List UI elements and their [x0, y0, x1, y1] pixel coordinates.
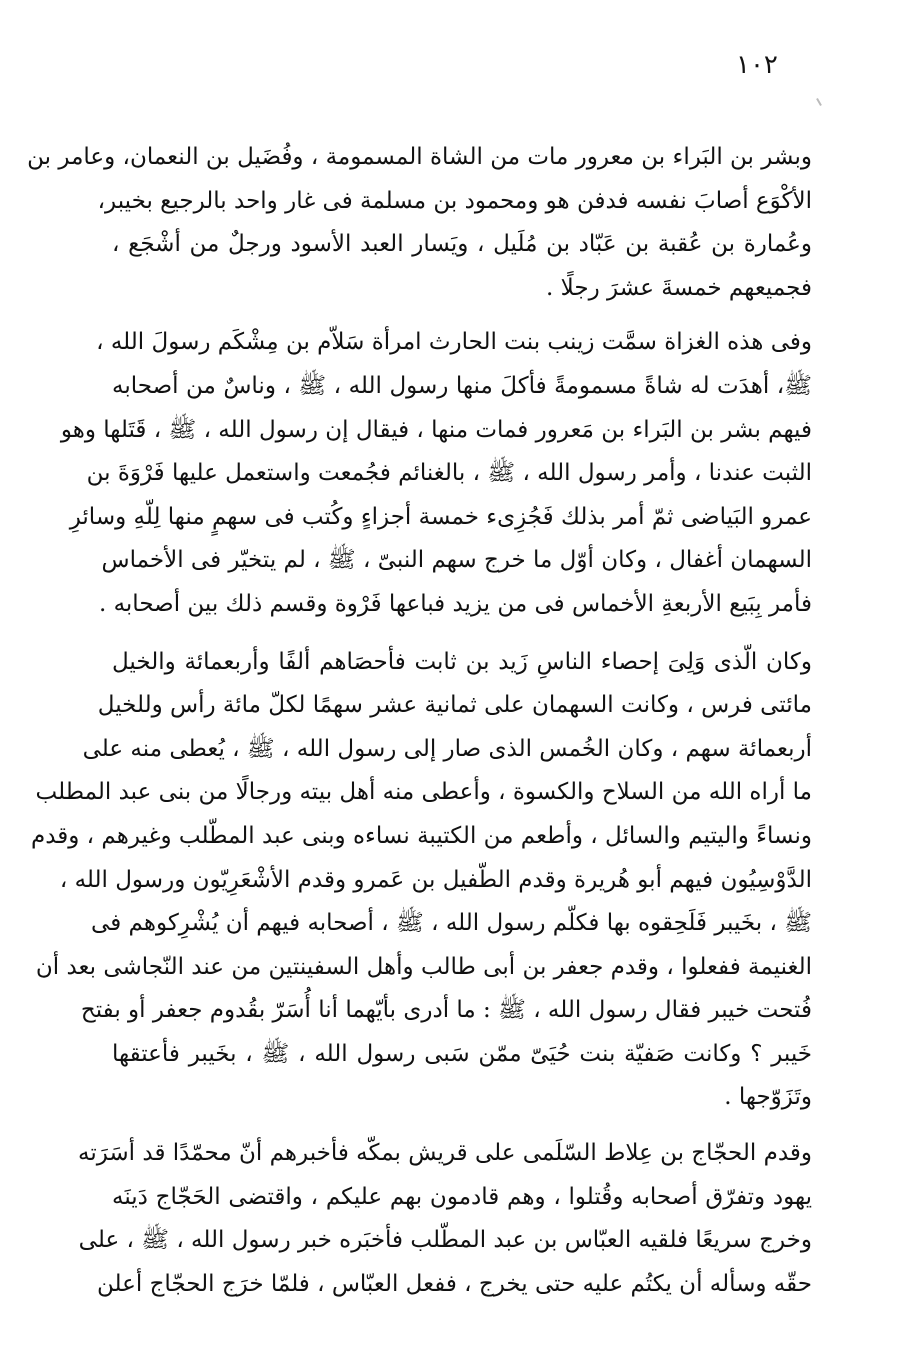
scan-mark	[816, 98, 822, 106]
paragraph-2	[60, 321, 812, 626]
text-line: وكان الّذى وَلِىَ إحصاء الناسِ زَيد بن ثابت فأحصَاهم ألفًا وأربعمائة والخيل	[112, 648, 812, 675]
page-number: ١٠٢	[736, 50, 778, 80]
text-line: فأمر بِبَيع الأربعةِ الأخماس فى من يزيد فباعها فَرْوة وقسم ذلك بين أصحابه .	[98, 590, 812, 617]
text-line: وبشر بن البَراء بن معرور مات من الشاة المسمومة ، وفُضَيل بن النعمان، وعامر بن	[27, 144, 812, 170]
text-line: الغنيمة ففعلوا ، وقدم جعفر بن أبى طالب وأهل السفينتين من عند النّجاشى بعد أن	[35, 953, 812, 980]
text-line: الأكْوَع أصابَ نفسه فدفن هو ومحمود بن مسلمة فى غار واحد بالرجيع بخيبر،	[97, 187, 812, 214]
text-line: ونساءً واليتيم والسائل ، وأطعم من الكتيبة نساءه وبنى عبد المطّلب وغيرهم ، وقدم	[30, 822, 812, 849]
text-line: السهمان أغفال ، وكان أوّل ما خرج سهم النبىّ ، ﷺ ، لم يتخيّر فى الأخماس	[101, 547, 812, 574]
text-line: فيهم بشر بن البَراء بن مَعرور فمات منها ، فيقال إن رسول الله ، ﷺ ، قَتَلها وهو	[60, 416, 812, 443]
text-line: يهود وتفرّق أصحابه وقُتلوا ، وهم قادمون بهم عليكم ، واقتضى الحَجّاج دَينَه	[112, 1183, 812, 1210]
paragraph-4	[77, 1132, 812, 1306]
text-line: وخرج سريعًا فلقيه العبّاس بن عبد المطّلب فأخبَره خبر رسول الله ، ﷺ ، على	[78, 1227, 812, 1254]
text-line: ﷺ، أهدَت له شاةً مسمومةً فأكلَ منها رسول الله ، ﷺ ، وناسٌ من أصحابه	[112, 372, 812, 399]
text-line: فجميعهم خمسةَ عشرَ رجلًا .	[546, 274, 812, 301]
text-line: وعُمارة بن عُقبة بن عَبّاد بن مُلَيل ، ويَسار العبد الأسود ورجلٌ من أشْجَع ،	[112, 231, 812, 258]
text-line: مائتى فرس ، وكانت السهمان على ثمانية عشر سهمًا لكلّ مائة رأس وللخيل	[97, 692, 812, 719]
text-line: حقّه وسأله أن يكتُم عليه حتى يخرج ، ففعل العبّاس ، فلمّا خرَج الحجّاج أعلن	[97, 1270, 812, 1297]
body-text	[27, 136, 812, 1306]
text-line: ما أراه الله من السلاح والكسوة ، وأعطى منه أهل بيته ورجالًا من بنى عبد المطلب	[35, 779, 812, 806]
text-line: الثبت عندنا ، وأمر رسول الله ، ﷺ ، بالغنائم فجُمعت واستعمل عليها فَرْوَةَ بن	[86, 460, 812, 487]
text-line: عمرو البَياضى ثمّ أمر بذلك فَجُزِىء خمسة أجزاءٍ وكُتب فى سهمٍ منها لِلّهِ وسائرِ	[69, 503, 812, 530]
text-line: ﷺ ، بخَيبر فَلَحِقوه بها فكلّم رسول الله ، ﷺ ، أصحابه فيهم أن يُشْرِكوهم فى	[91, 910, 812, 937]
text-line: خَيبر ؟ وكانت صَفيّة بنت حُيَىّ ممّن سَبى رسول الله ، ﷺ ، بخَيبر فأعتقها	[112, 1040, 812, 1067]
paragraph-1	[27, 136, 812, 310]
text-line: أربعمائة سهم ، وكان الخُمس الذى صار إلى رسول الله ، ﷺ ، يُعطى منه على	[82, 735, 812, 762]
paragraph-3	[30, 641, 812, 1121]
text-line: وقدم الحجّاج بن عِلاط السّلَمى على قريش بمكّه فأخبرهم أنّ محمّدًا قد أسَرَته	[77, 1140, 812, 1167]
text-line: فُتحت خيبر فقال رسول الله ، ﷺ : ما أدرى بأيّهما أنا أُسَرّ بقُدوم جعفر أو بفتح	[80, 997, 812, 1024]
text-line: وتَزَوّجها .	[724, 1084, 812, 1111]
text-line: الدَّوْسِيُون فيهم أبو هُريرة وقدم الطّفيل بن عَمرو وقدم الأشْعَرِيّون ورسول الله ،	[59, 866, 812, 893]
text-line: وفى هذه الغزاة سمَّت زينب بنت الحارث امرأة سَلاّم بن مِشْكَم رسولَ الله ،	[96, 329, 812, 356]
